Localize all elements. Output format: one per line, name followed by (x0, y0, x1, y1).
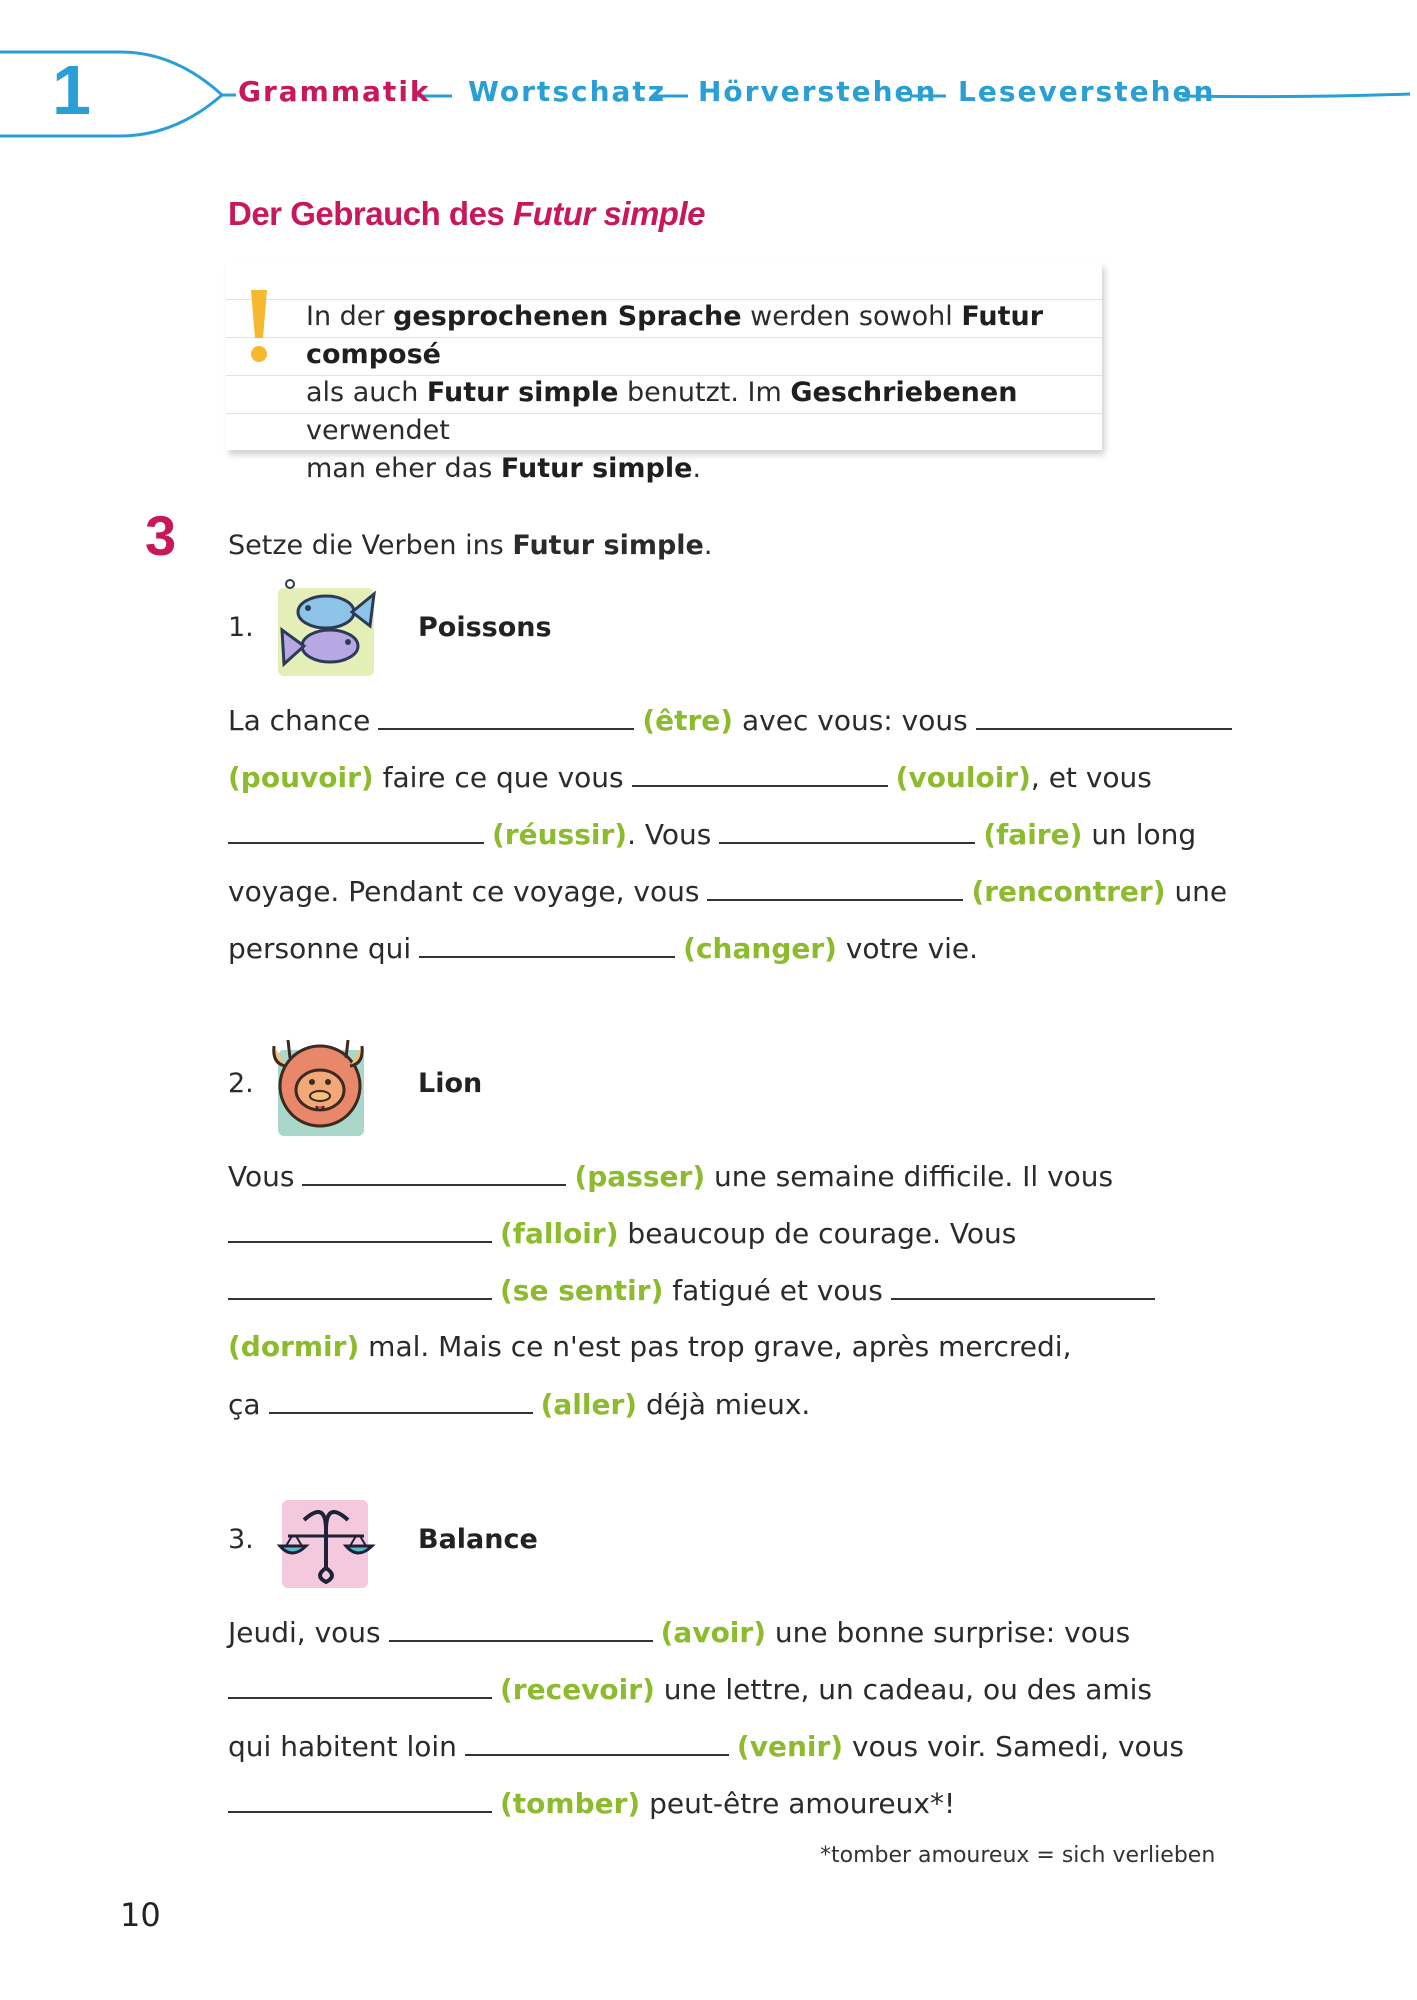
section-heading (228, 195, 705, 233)
answer-blank[interactable] (228, 820, 484, 844)
answer-blank[interactable] (891, 1276, 1155, 1300)
text-line: (pouvoir) faire ce que vous (vouloir), et vous (228, 761, 1152, 794)
answer-blank[interactable] (269, 1390, 533, 1414)
answer-blank[interactable] (419, 934, 675, 958)
text-line: (dormir) mal. Mais ce n'est pas trop grave, après mercredi, (228, 1330, 1072, 1363)
answer-blank[interactable] (719, 820, 975, 844)
exercise-instruction: Setze die Verben ins Futur simple. (228, 530, 713, 561)
item-number: 2. (228, 1068, 254, 1099)
leo-lion-icon (266, 1036, 370, 1140)
answer-blank[interactable] (302, 1162, 566, 1186)
text-line: qui habitent loin (venir) vous voir. Samedi, vous (228, 1730, 1184, 1763)
page-number: 10 (120, 1896, 161, 1934)
text-line: Vous (passer) une semaine difficile. Il vous (228, 1160, 1114, 1193)
item-title: Balance (418, 1524, 538, 1555)
text-line: (recevoir) une lettre, un cadeau, ou des amis (228, 1675, 1152, 1704)
answer-blank[interactable] (228, 1675, 492, 1699)
note-text: In der gesprochenen Sprache werden sowohl Futur composé als auch Futur simple benutzt. Im Geschriebenen verwendet man eher das Futur simple. (306, 301, 1044, 484)
tab-wortschatz[interactable]: Wortschatz (468, 75, 667, 108)
answer-blank[interactable] (389, 1618, 653, 1642)
tab-leseverstehen[interactable]: Leseverstehen (958, 75, 1216, 108)
item-title: Poissons (418, 612, 552, 643)
text-line: ça (aller) déjà mieux. (228, 1388, 811, 1421)
tab-hoerverstehen[interactable]: Hörverstehen (698, 75, 938, 108)
exercise-number: 3 (145, 504, 177, 567)
text-line: Jeudi, vous (avoir) une bonne surprise: vous (228, 1616, 1131, 1649)
answer-blank[interactable] (228, 1276, 492, 1300)
answer-blank[interactable] (707, 877, 963, 901)
answer-blank[interactable] (228, 1219, 492, 1243)
libra-scales-icon (274, 1490, 378, 1594)
pisces-fish-icon (274, 576, 378, 680)
item-number: 3. (228, 1524, 254, 1555)
text-line: (se sentir) fatigué et vous (228, 1276, 1163, 1305)
answer-blank[interactable] (465, 1732, 729, 1756)
answer-blank[interactable] (378, 706, 634, 730)
answer-blank[interactable] (228, 1789, 492, 1813)
answer-blank[interactable] (976, 706, 1232, 730)
text-line: (tomber) peut-être amoureux*! (228, 1789, 955, 1818)
tab-grammatik[interactable]: Grammatik (238, 75, 431, 108)
item-number: 1. (228, 612, 254, 643)
exclamation-icon (248, 288, 270, 368)
answer-blank[interactable] (632, 763, 888, 787)
heading-prefix: Der Gebrauch des (228, 195, 505, 232)
text-line: personne qui (changer) votre vie. (228, 932, 979, 965)
text-line: (falloir) beaucoup de courage. Vous (228, 1219, 1016, 1248)
heading-italic: Futur simple (512, 195, 705, 232)
text-line: La chance (être) avec vous: vous (228, 706, 1240, 735)
text-line: voyage. Pendant ce voyage, vous (rencontrer) une (228, 875, 1228, 908)
text-line: (réussir). Vous (faire) un long (228, 820, 1196, 849)
chapter-number: 1 (52, 51, 91, 129)
footnote: *tomber amoureux = sich verlieben (820, 1843, 1216, 1868)
item-title: Lion (418, 1068, 483, 1099)
